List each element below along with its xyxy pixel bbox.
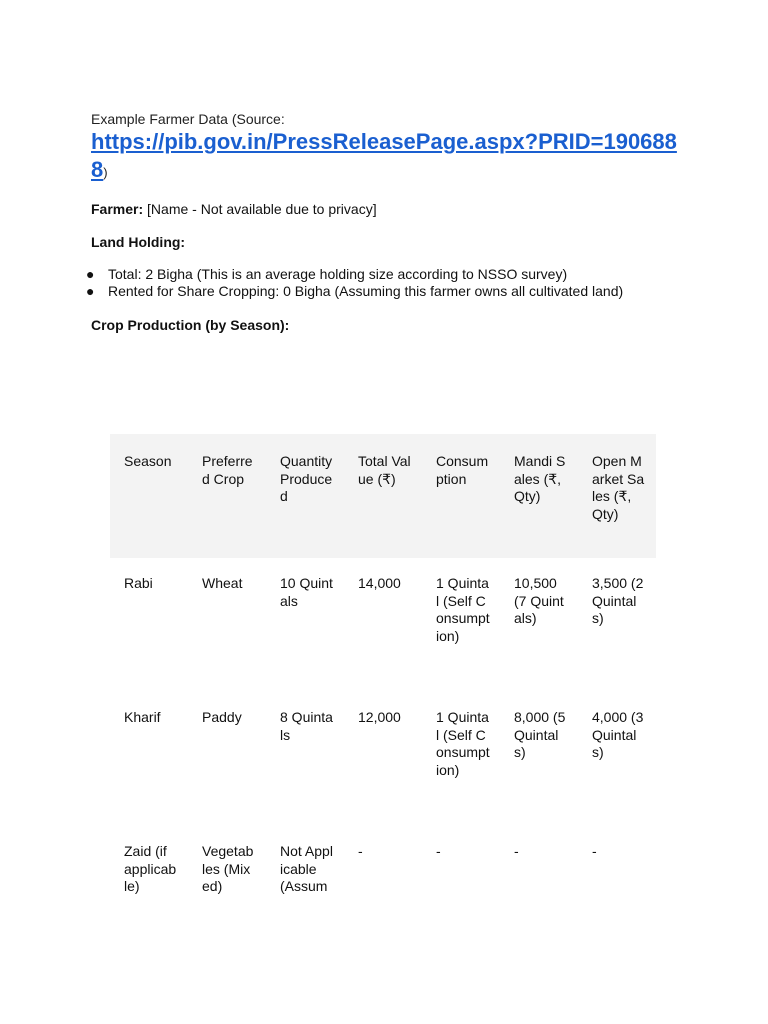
header-total-value: Total Value (₹)	[344, 434, 422, 558]
list-item	[84, 266, 623, 283]
header-preferred-crop: Preferred Crop	[188, 434, 266, 558]
table-cell: 3,500 (2 Quintals)	[592, 575, 644, 626]
list-item-text: Rented for Share Cropping: 0 Bigha (Assuming this farmer owns all cultivated land)	[108, 283, 624, 299]
table-cell: Not Applicable (Assum	[280, 843, 333, 894]
table-cell: 4,000 (3 Quintals)	[592, 709, 644, 760]
source-caption: Example Farmer Data (Source:	[91, 111, 285, 127]
table-cell: 8,000 (5 Quintals)	[514, 709, 566, 760]
table-cell: Kharif	[124, 709, 161, 725]
table-cell: 10 Quintals	[280, 575, 333, 609]
table-cell: Rabi	[124, 575, 153, 591]
source-link-block	[91, 128, 691, 187]
header-mandi-sales: Mandi Sales (₹, Qty)	[500, 434, 578, 558]
table-row	[110, 826, 656, 923]
table-cell: 12,000	[358, 709, 401, 725]
list-item-text: Total: 2 Bigha (This is an average holding size according to NSSO survey)	[108, 266, 568, 282]
table-cell: Wheat	[202, 575, 243, 591]
table-cell: Vegetables (Mixed)	[202, 843, 254, 894]
table-row	[110, 558, 656, 692]
table-cell: 10,500 (7 Quintals)	[514, 575, 564, 626]
table-cell: Zaid (if applicable)	[124, 843, 177, 894]
header-season: Season	[110, 434, 188, 558]
table-cell: 14,000	[358, 575, 401, 591]
table-cell: -	[358, 843, 363, 859]
land-holding-heading: Land Holding:	[91, 234, 186, 250]
table-cell: 1 Quintal (Self Consumption)	[436, 575, 490, 644]
farmer-label: Farmer:	[91, 201, 144, 217]
source-close-paren: )	[103, 165, 108, 180]
crop-production-heading: Crop Production (by Season):	[91, 317, 290, 333]
farmer-value: [Name - Not available due to privacy]	[143, 201, 377, 217]
bullet-icon: ●	[86, 283, 95, 299]
header-open-market-sales: Open Market Sales (₹, Qty)	[578, 434, 656, 558]
list-item	[84, 283, 623, 300]
table-cell: -	[592, 843, 597, 859]
bullet-icon: ●	[86, 266, 95, 282]
header-consumption: Consumption	[422, 434, 500, 558]
table-cell: -	[514, 843, 519, 859]
source-link[interactable]: https://pib.gov.in/PressReleasePage.aspx?PRID=1906888	[91, 129, 677, 182]
crop-production-table	[110, 434, 656, 923]
table-header-row	[110, 434, 656, 558]
land-holding-list	[84, 266, 623, 300]
farmer-line	[91, 200, 377, 218]
table-cell: 8 Quintals	[280, 709, 333, 743]
table-cell: Paddy	[202, 709, 242, 725]
table-cell: 1 Quintal (Self Consumption)	[436, 709, 490, 778]
table-row	[110, 692, 656, 826]
table-cell: -	[436, 843, 441, 859]
header-quantity-produced: Quantity Produced	[266, 434, 344, 558]
